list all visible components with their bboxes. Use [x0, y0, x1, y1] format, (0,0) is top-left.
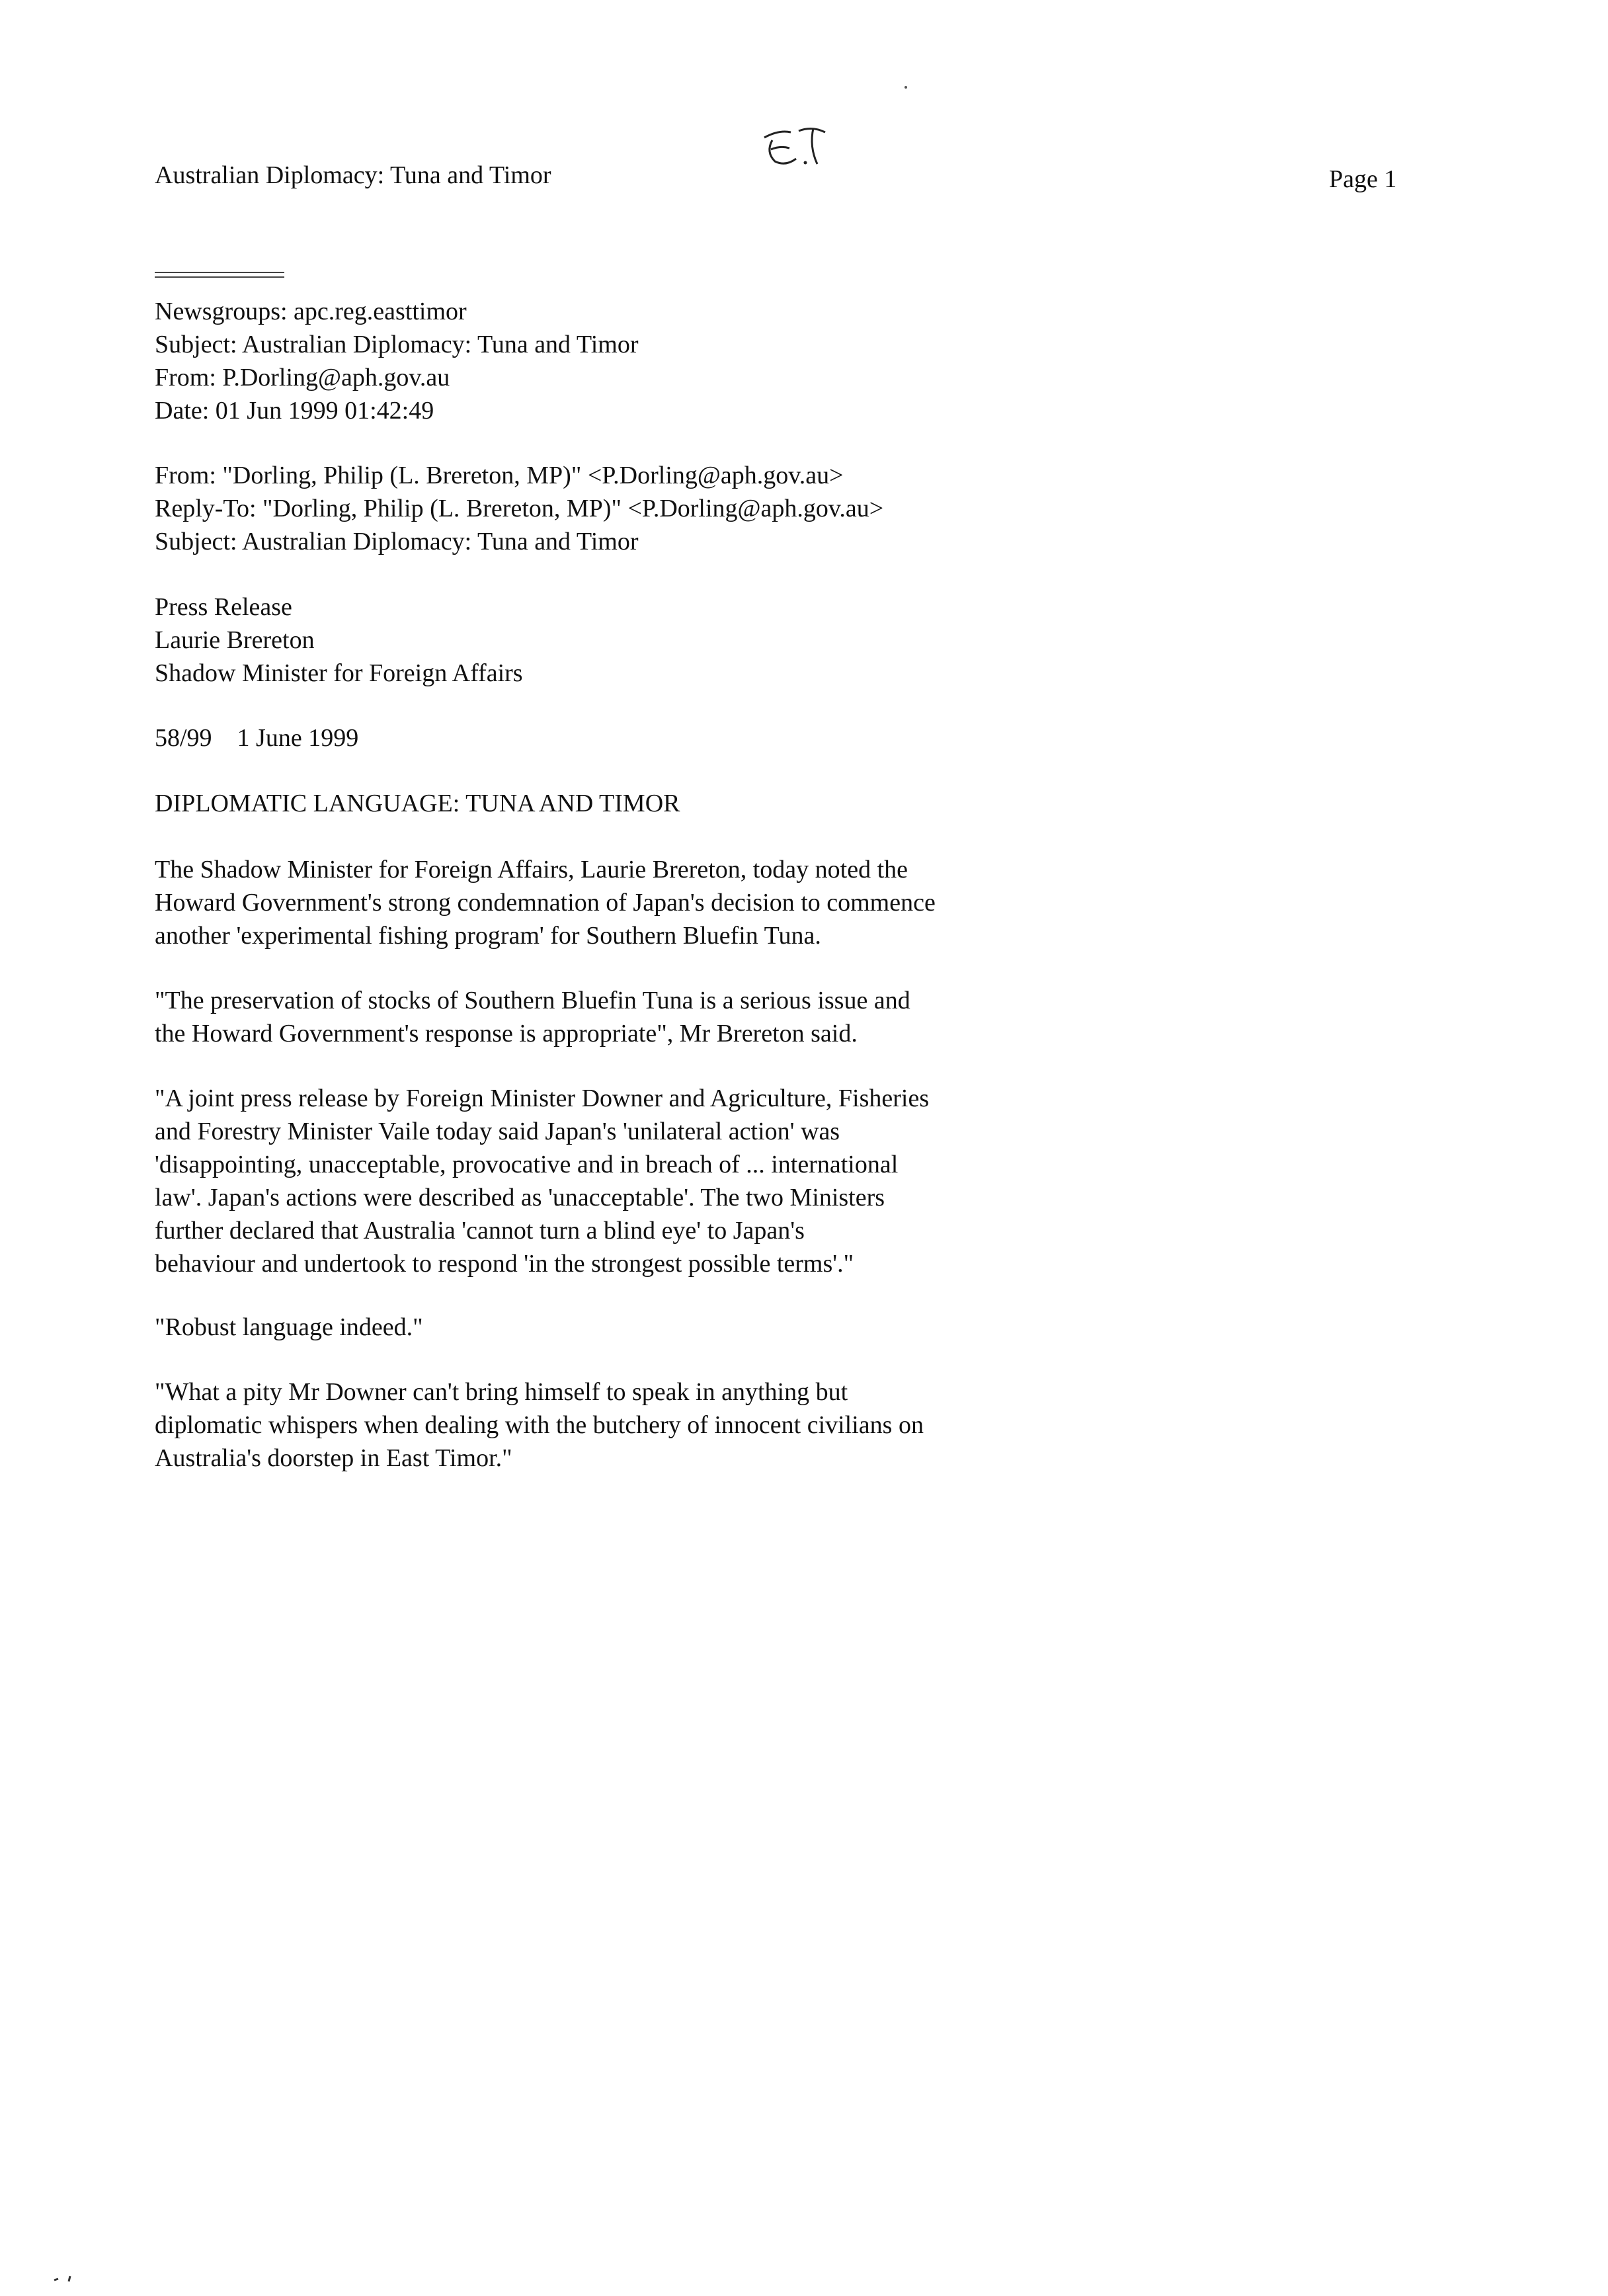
release-number — [155, 721, 1226, 755]
release-author: Laurie Brereton — [155, 626, 315, 654]
release-author-title: Shadow Minister for Foreign Affairs — [155, 659, 523, 687]
paragraph — [155, 1082, 1226, 1280]
release-type: Press Release — [155, 593, 292, 621]
email-from-line: From: "Dorling, Philip (L. Brereton, MP)" <P.Dorling@aph.gov.au> — [155, 462, 844, 489]
from-line: From: P.Dorling@aph.gov.au — [155, 364, 450, 391]
paragraph-text: "The preservation of stocks of Southern Bluefin Tuna is a serious issue and the Howard Government's response is appropriate", Mr Brereton said. — [155, 987, 910, 1047]
paragraph-text: "A joint press release by Foreign Minister Downer and Agriculture, Fisheries and Forestry Minister Vaile today said Japan's 'unilateral action' was 'disappointing, unacceptable, provocative and in breach of ... international law'. Japan's actions were described as 'unacceptable'. The two Ministers further declared that Australia 'cannot turn a blind eye' to Japan's behaviour and undertook to respond 'in the strongest possible terms'." — [155, 1085, 930, 1278]
paragraph-text: "Robust language indeed." — [155, 1313, 423, 1341]
scan-artifact — [53, 2274, 79, 2283]
email-subject-line: Subject: Australian Diplomacy: Tuna and Timor — [155, 528, 639, 555]
email-reply-to-line: Reply-To: "Dorling, Philip (L. Brereton, MP)" <P.Dorling@aph.gov.au> — [155, 495, 884, 522]
paragraph-text: The Shadow Minister for Foreign Affairs, Laurie Brereton, today noted the Howard Government's strong condemnation of Japan's decision to commence another 'experimental fishing program' for Southern Bluefin Tuna. — [155, 856, 936, 950]
newsgroup-header — [155, 295, 1226, 427]
newsgroups-line: Newsgroups: apc.reg.easttimor — [155, 298, 467, 325]
paragraph-text: "What a pity Mr Downer can't bring himself to speak in anything but diplomatic whispers when dealing with the butchery of innocent civilians on Australia's doorstep in East Timor." — [155, 1378, 924, 1472]
paragraph — [155, 853, 1226, 952]
email-header — [155, 459, 1226, 558]
headline-text: DIPLOMATIC LANGUAGE: TUNA AND TIMOR — [155, 790, 680, 817]
paragraph — [155, 1311, 1226, 1344]
release-info — [155, 591, 1226, 690]
running-title: Australian Diplomacy: Tuna and Timor — [155, 161, 551, 189]
paragraph — [155, 984, 1226, 1050]
page-number: Page 1 — [1329, 165, 1397, 193]
scan-speck — [904, 86, 907, 89]
date-line: Date: 01 Jun 1999 01:42:49 — [155, 397, 434, 425]
headline — [155, 787, 1226, 820]
handwritten-annotation — [759, 118, 838, 177]
separator-line — [155, 271, 284, 279]
release-number-date: 58/99 1 June 1999 — [155, 724, 359, 752]
paragraph — [155, 1375, 1226, 1475]
subject-line: Subject: Australian Diplomacy: Tuna and Timor — [155, 331, 639, 358]
